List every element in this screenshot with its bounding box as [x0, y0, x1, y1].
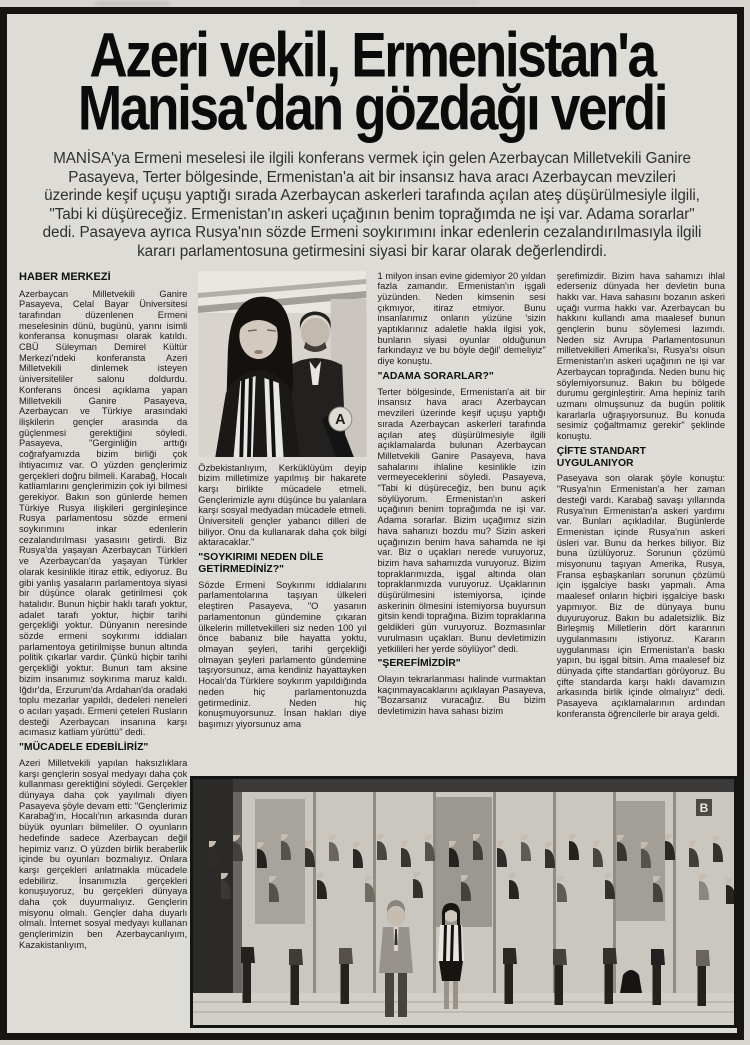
body-paragraph: Özbekistanlıyım, Kerküklüyüm deyip bizim milletimize yapılmış bir hakarete karşı birlikte mücadele etmeli. Gençlerimizle aynı düşünce bu yalanlara karşı sosyal medyadan mücadele etmeli. Üniversiteli gençler yabancı dilleri de biliyor. Onu da kullanarak daha çok bilgi aktaracaklar." — [198, 462, 367, 548]
body-paragraph: Paseyava son olarak şöyle konuştu: "Rusya'nın Ermenistan'a her zaman desteği vardı. Karabağ savaşı yıllarında Rusya'nın Ermenistan'a askeri yardımı var. Bunları açıkladılar. Bugünlerde Ermenistan içinde Rusya'nın askeri üsleri var. Bunu da herkes biliyor. Biz buna üzülüyoruz. Sorunun çözümü misyonunu taşıyan Amerika, Rusya, Fransa eşbaşkanları sorunun çözümü için işgalciye baskı yapmalı. Ama maalesef onların hiçbiri işgalciye baskı yapmıyor. Biz de dünyaya bunu duyuruyoruz. Bakın bu adaletsizlik. Biz Birleşmiş Milletlerin dört kararının uygulanmasını istiyoruz. Kararın uygulanması için Ermenistan'a baskı yapın, bu işgal bitsin. Ama maalesef biz dünyada çifte standartları görüyoruz. Bu çifte standarda karşı haklı davamızın arkasında birlik içinde olmalıyız" dedi. Pasayeva açıklamalarının ardından konferansta öğrencilerle bir araya geldi. — [556, 473, 725, 719]
body-paragraph: Azerbaycan Milletvekili Ganire Pasayeva, Celal Bayar Üniversitesi tarafından düzenlenen Ermeni meselesinin dünü, bugünü, yarını isimli konferansa konuşması olarak katıldı. CBÜ Süleyman Demirel Kültür Merkezi'ndeki konferansta Azeri Milletvekili dinlemek isteyen üniversiteliler salonu doldurdu. Konferans öncesi açıklama yapan Milletvekili Ganire Pasayeva, Azerbaycan ve Türkiye arasındaki ilişkilerin gençler arasında da güçlenmesi gerektiğini söyledi. Pasayeva, "Gerginliğin arttığı coğrafyamızda bizim birliği çok ihtiyacımız var. O yüzden gençlerimiz gerçekleri doğru bilmeli. Karabağ, Hocalı katliamlarını gençlerimizin çok iyi bilmesi gerekiyor. Bakın son günlerde hemen Türkiye Rusya ilişkileri gerginleşince Rusya parlamentosu sözde ermeni soykırımını inkar edenlerin cezalandırılması yasasını getirdi. Biz Rusya'da yaşayan Azerbaycan Türkleri ve Azerbaycan'da yaşayan Türkler olarak kesinlikle itiraz ettik, ediyoruz. Bu gibi yanlış yasaların parlamentoya siyasi bir düşünce olarak getirilmesi çok hatalıdır. Bunun hiçbir haklı tarafı yoktur, adalet tarafı yoktur, hiçbir tarihi gerçekliği yoktur. Dünyanın neresinde sözde ermeni soykırımı iddiaları parlamentoya getirilmişse bunun altında politik çıkarlar vardır. Çünkü hiçbir tarihi gerçekliği yoktur. Bunun tam aksine bizim insanımız soykırıma maruz kaldı. Iğdır'da, Erzurum'da Ardahan'da oradaki toplu mezarlar yapıldı, dedeleri neneleri o acıları yaşadı. Ermeni çeteleri Rusların desteği Azerbaycan insanına karşı acımasız katliam yürüttü" dedi. — [19, 288, 188, 738]
interview-photo — [198, 271, 366, 457]
body-paragraph: Azeri Milletvekili yapılan haksızlıklara karşı gençlerin sosyal medyayı daha çok kullanması gerektiğini söyledi. Gerçekler dünyaya daha çok yayılmalı diyen Pasayeva şöyle devam etti: "Gençlerimiz Karabağ'ın, Hocalı'nın arkasında duran büyük oyunları bilmeliler. O oyunların hedefinde sadece Azerbaycan değil hepimiz varız. O yüzden birlik beraberlik içinde bu oyunları bozmalıyız. Onlara karşı gerçekleri anlatmakla mücadele edebiliriz. İnsanımızla gerçekleri konuşuyoruz, bu gerçekleri dünyaya daha çok duyurmalıyız. Gençlerin misyonu olmalı. Gençler daha duyarlı olmalı. İnternet sosyal medyayı kullanan gençlerimizin ben Azerbaycanlıyım, Kazakistanlıyım, — [19, 757, 188, 950]
column-1 — [19, 271, 187, 1021]
sign-b — [696, 799, 712, 816]
body-paragraph: Sözde Ermeni Soykırımı iddialarını parlamentolarına taşıyan ülkeleri eleştiren Pasayeva, "O yasanın parlamentonun gündemine çıkaran ülkelerin milletvekilleri siz neden 100 yıl önce babanız bile hayatta yoktu, olmayan şeyleri, tarihi gerçekliği olmayan şeyleri parlamento gündemine taşıyorsunuz, ama kendiniz hayattayken Hocalı'da Türklere soykırım yapıldığında neden hiç parlamentonuzda getirmediniz. Neden hiç konuşmuyorsunuz. İnsan hakları diye başımızı yiyorsunuz ama — [198, 579, 367, 729]
body-paragraph: Olayın tekrarlanması halinde vurmaktan kaçınmayacaklarını açıklayan Pasayeva, "Bozarsanız vuracağız. Bu bizim devletimizin hava sahası bizim — [377, 674, 546, 717]
body-paragraph: şerefimizdir. Bizim hava sahamızı ihlal ederseniz dünyada her devletin buna hakkı var. Hava sahasını bozanın askeri uçağı vurma hakkı var. Azerbaycan bu hakkını kullandı ama maalesef bunun gençlerin bunu söylemesi lazımdı. Neden siz Avrupa Parlamentosunun milletvekilleri Amerika'sı, Rusya'sı olsun Ermenistan'ın askeri uçağının ne işi var Azerbaycan toprağında. Neden bunu hiç söylemiyorsunuz. Bakın bu bölgede durumu gerginleştirir. Ama hepiniz tarih uzmanı olmuşsunuz da bugün politik kararlarla uğraşıyorsunuz. Bu konuda sesimiz çoğaltmamız gerekir" şeklinde konuştu. — [556, 270, 725, 442]
mic-logo: A — [335, 411, 346, 428]
group-photo-illustration — [193, 779, 734, 1025]
subheading-mucadele: "MÜCADELE EDEBİLİRİZ" — [19, 742, 149, 754]
byline-kicker: HABER MERKEZİ — [19, 270, 111, 283]
headline-line-1: Azeri vekil, Ermenistan'a — [89, 19, 655, 90]
subheading-adama-sorarlar: "ADAMA SORARLAR?" — [377, 370, 494, 382]
lead-paragraph: MANİSA'ya Ermeni meselesi ile ilgili konferans vermek için gelen Azerbaycan Milletvekili Ganire Pasayeva, Terter bölgesinde, Ermenistan'a ait bir insansız hava aracı Azerbaycan mevzileri üzerinde keşif uçuşu yaptığı sırada Azerbaycan askerleri tarafında açılan ateş düşürülmesiyle ilgili, "Tabi ki düşüreceğiz. Ermenistan'ın askeri uçağının benim toprağımda ne işi var. Adama sorarlar" dedi. Pasayeva ayrıca Rusya'nın sözde Ermeni soykırımını inkar edenlerin cezalandırılmasıyla ilgili kararı parlamentosuna getirmesini siyasi bir karar olarak değerlendirdi. — [42, 150, 702, 260]
subheading-soykirim: "SOYKIRIMI NEDEN DİLE GETİRMEDİNİZ?" — [198, 552, 324, 575]
headline — [19, 19, 725, 143]
print-bleed-mark — [300, 0, 480, 4]
subheading-serefimizdir: "ŞEREFİMİZDİR" — [377, 658, 461, 670]
subheading-cifte-standart: ÇİFTE STANDART UYGULANIYOR — [556, 445, 647, 469]
group-photo — [190, 776, 737, 1028]
print-bleed-mark — [95, 1, 170, 6]
svg-text:B: B — [699, 801, 709, 815]
body-paragraph: 1 milyon insan evine gidemiyor 20 yıldan fazla zamandır. Ermenistan'ın işgali yüzünden. Neden kimsenin sesi çıkmıyor, itiraz etmiyor. Bunu insanlarımız onların yüzüne 'sizin yaptıklarınız adaletle hakla ilgisi yok, bunların siyasi oyunlar olduğunun farkındayız ve bu böyle değil' demeliyiz" diye konuştu. — [377, 270, 546, 367]
body-paragraph: Terter bölgesinde, Ermenistan'a ait bir insansız hava aracı Azerbaycan mevzileri üzerinde keşif uçuşu yaptığı sırada Azerbaycan askerleri tarafında açılan ateş düşürülmesiyle ilgili açıklamalarda bulunan Azerbaycan Milletvekili Ganire Pasayeva, hava sahalarını ihlaline kesinlikle izin vermeyeceklerini söyledi. Pasayeva, "Tabi ki düşüreceğiz, ben bunu açık söylüyorum. Ermenistan'ın askeri uçağının benim toprağımda ne işi var. Adama sorarlar. Bizim uçağımız sizin hava sahanızı bozdu mu? Sizin askeri uçağınızın benim hava sahamda ne işi var. Biz o uçakları nerede vuruyoruz, bizim hava sahamızda vuruyoruz. Bizim topraklarımızda, işgal altında olan topraklarımızda vuruyoruz. Uçaklarının düşürülmesini istemiyorsa, içinde askerinin ölmesini istemiyorsa buyursun gitsin kendi toprağına. Bizim topraklarına geldikleri gün vuruyoruz. Bozmasınlar vurulmasın uçakları. Bunu devletimizin yetkilileri her yerde söylüyor" dedi. — [377, 386, 546, 654]
headline-line-2: Manisa'dan gözdağı verdi — [77, 72, 667, 143]
